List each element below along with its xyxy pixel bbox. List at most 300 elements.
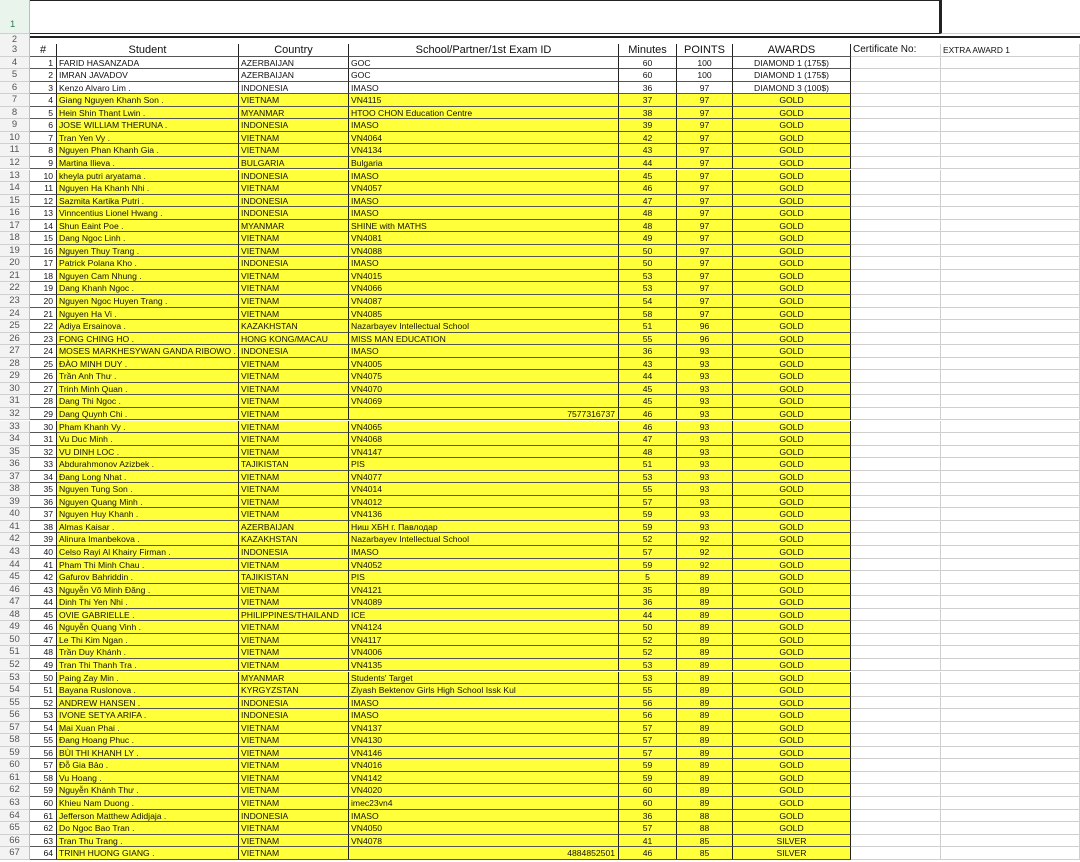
- cell-school[interactable]: [349, 132, 619, 145]
- cell-award[interactable]: GOLD: [733, 508, 851, 521]
- cell-country[interactable]: VIETNAM: [239, 822, 349, 835]
- cell-extra-award[interactable]: [941, 672, 1080, 685]
- cell-number[interactable]: 36: [30, 496, 57, 509]
- cell-certificate[interactable]: [851, 295, 941, 308]
- cell-number[interactable]: 58: [30, 772, 57, 785]
- cell-number[interactable]: 56: [30, 747, 57, 760]
- cell-country[interactable]: INDONESIA: [239, 195, 349, 208]
- row-header[interactable]: 63: [0, 797, 30, 810]
- row-header[interactable]: 58: [0, 734, 30, 747]
- cell-award[interactable]: DIAMOND 1 (175$): [733, 57, 851, 70]
- cell-student[interactable]: Vu Duc Minh .: [57, 433, 239, 446]
- cell-points[interactable]: 93: [677, 483, 733, 496]
- cell-school[interactable]: [349, 421, 619, 434]
- cell-minutes[interactable]: 42: [619, 132, 677, 145]
- cell-student[interactable]: Do Ngoc Bao Tran .: [57, 822, 239, 835]
- cell-country[interactable]: PHILIPPINES/THAILAND: [239, 609, 349, 622]
- cell-student[interactable]: Vinncentius Lionel Hwang .: [57, 207, 239, 220]
- cell-certificate[interactable]: [851, 747, 941, 760]
- cell-award[interactable]: GOLD: [733, 270, 851, 283]
- cell-country[interactable]: VIETNAM: [239, 508, 349, 521]
- cell-number[interactable]: 17: [30, 257, 57, 270]
- cell-extra-award[interactable]: [941, 270, 1080, 283]
- row-header-1[interactable]: 1: [0, 0, 30, 34]
- cell-points[interactable]: 97: [677, 220, 733, 233]
- cell-student[interactable]: Bayana Ruslonova .: [57, 684, 239, 697]
- cell-student[interactable]: Nguyen Huy Khanh .: [57, 508, 239, 521]
- cell-points[interactable]: 96: [677, 320, 733, 333]
- cell-award[interactable]: GOLD: [733, 759, 851, 772]
- row-header[interactable]: 47: [0, 596, 30, 609]
- cell-certificate[interactable]: [851, 709, 941, 722]
- cell-school[interactable]: [349, 157, 619, 170]
- cell-extra-award[interactable]: [941, 408, 1080, 421]
- cell-school[interactable]: [349, 810, 619, 823]
- cell-extra-award[interactable]: [941, 245, 1080, 258]
- cell-student[interactable]: Celso Rayi Al Khairy Firman .: [57, 546, 239, 559]
- cell-minutes[interactable]: 55: [619, 684, 677, 697]
- cell-extra-award[interactable]: [941, 157, 1080, 170]
- row-header[interactable]: 49: [0, 621, 30, 634]
- cell-country[interactable]: VIETNAM: [239, 94, 349, 107]
- row-header[interactable]: 16: [0, 207, 30, 220]
- cell-certificate[interactable]: [851, 784, 941, 797]
- cell-certificate[interactable]: [851, 559, 941, 572]
- cell-certificate[interactable]: [851, 107, 941, 120]
- cell-student[interactable]: Nguyễn Võ Minh Đăng .: [57, 584, 239, 597]
- cell-certificate[interactable]: [851, 94, 941, 107]
- cell-student[interactable]: VU DINH LOC .: [57, 446, 239, 459]
- cell-country[interactable]: INDONESIA: [239, 257, 349, 270]
- cell-award[interactable]: GOLD: [733, 722, 851, 735]
- cell-school[interactable]: [349, 270, 619, 283]
- cell-minutes[interactable]: 49: [619, 232, 677, 245]
- cell-minutes[interactable]: 59: [619, 772, 677, 785]
- cell-country[interactable]: TAJIKISTAN: [239, 571, 349, 584]
- cell-points[interactable]: 89: [677, 722, 733, 735]
- cell-award[interactable]: GOLD: [733, 747, 851, 760]
- cell-minutes[interactable]: 59: [619, 559, 677, 572]
- cell-minutes[interactable]: 52: [619, 533, 677, 546]
- cell-country[interactable]: KYRGYZSTAN: [239, 684, 349, 697]
- cell-student[interactable]: kheyla putri aryatama .: [57, 170, 239, 183]
- cell-country[interactable]: AZERBAIJAN: [239, 69, 349, 82]
- cell-number[interactable]: 31: [30, 433, 57, 446]
- cell-student[interactable]: TRINH HUONG GIANG .: [57, 847, 239, 860]
- cell-number[interactable]: 51: [30, 684, 57, 697]
- cell-points[interactable]: 89: [677, 571, 733, 584]
- col-num-header[interactable]: #: [30, 44, 57, 57]
- cell-minutes[interactable]: 36: [619, 82, 677, 95]
- cell-country[interactable]: INDONESIA: [239, 170, 349, 183]
- cell-number[interactable]: 61: [30, 810, 57, 823]
- cell-student[interactable]: Tran Yen Vy .: [57, 132, 239, 145]
- cell-number[interactable]: 34: [30, 471, 57, 484]
- row-header[interactable]: 26: [0, 333, 30, 346]
- cell-extra-award[interactable]: [941, 232, 1080, 245]
- cell-award[interactable]: GOLD: [733, 471, 851, 484]
- cell-student[interactable]: Nguyen Ha Khanh Nhi .: [57, 182, 239, 195]
- cell-country[interactable]: VIETNAM: [239, 433, 349, 446]
- cell-country[interactable]: VIETNAM: [239, 395, 349, 408]
- cell-extra-award[interactable]: [941, 772, 1080, 785]
- cell-student[interactable]: Dinh Thi Yen Nhi .: [57, 596, 239, 609]
- cell-award[interactable]: GOLD: [733, 94, 851, 107]
- cell-number[interactable]: 59: [30, 784, 57, 797]
- row-header[interactable]: 66: [0, 835, 30, 848]
- cell-school[interactable]: [349, 521, 619, 534]
- cell-points[interactable]: 92: [677, 559, 733, 572]
- cell-country[interactable]: VIETNAM: [239, 772, 349, 785]
- cell-minutes[interactable]: 53: [619, 672, 677, 685]
- cell-award[interactable]: GOLD: [733, 232, 851, 245]
- cell-student[interactable]: Đỗ Gia Bảo .: [57, 759, 239, 772]
- cell-student[interactable]: Nguyễn Khánh Thư .: [57, 784, 239, 797]
- cell-certificate[interactable]: [851, 395, 941, 408]
- cell-student[interactable]: Pham Thi Minh Chau .: [57, 559, 239, 572]
- cell-points[interactable]: 89: [677, 609, 733, 622]
- row-header[interactable]: 45: [0, 571, 30, 584]
- cell-number[interactable]: 39: [30, 533, 57, 546]
- cell-minutes[interactable]: 44: [619, 157, 677, 170]
- cell-points[interactable]: 93: [677, 508, 733, 521]
- cell-student[interactable]: Nguyễn Quang Vinh .: [57, 621, 239, 634]
- cell-certificate[interactable]: [851, 672, 941, 685]
- cell-points[interactable]: 97: [677, 82, 733, 95]
- row-header[interactable]: 54: [0, 684, 30, 697]
- cell-award[interactable]: GOLD: [733, 119, 851, 132]
- cell-school[interactable]: [349, 784, 619, 797]
- cell-minutes[interactable]: 53: [619, 659, 677, 672]
- cell-points[interactable]: 89: [677, 596, 733, 609]
- cell-extra-award[interactable]: [941, 257, 1080, 270]
- cell-number[interactable]: 38: [30, 521, 57, 534]
- cell-number[interactable]: 13: [30, 207, 57, 220]
- cell-award[interactable]: GOLD: [733, 282, 851, 295]
- cell-number[interactable]: 26: [30, 370, 57, 383]
- cell-country[interactable]: INDONESIA: [239, 207, 349, 220]
- cell-student[interactable]: Dang Khanh Ngoc .: [57, 282, 239, 295]
- cell-student[interactable]: Hein Shin Thant Lwin .: [57, 107, 239, 120]
- cell-student[interactable]: ĐÀO MINH DUY .: [57, 358, 239, 371]
- cell-extra-award[interactable]: [941, 295, 1080, 308]
- row-header[interactable]: 27: [0, 345, 30, 358]
- cell-extra-award[interactable]: [941, 571, 1080, 584]
- cell-school[interactable]: [349, 471, 619, 484]
- cell-award[interactable]: GOLD: [733, 483, 851, 496]
- cell-country[interactable]: INDONESIA: [239, 119, 349, 132]
- cell-school[interactable]: [349, 433, 619, 446]
- cell-student[interactable]: FONG CHING HO .: [57, 333, 239, 346]
- cell-extra-award[interactable]: [941, 433, 1080, 446]
- cell-certificate[interactable]: [851, 433, 941, 446]
- cell-minutes[interactable]: 43: [619, 358, 677, 371]
- cell-extra-award[interactable]: [941, 496, 1080, 509]
- cell-number[interactable]: 42: [30, 571, 57, 584]
- cell-certificate[interactable]: [851, 646, 941, 659]
- cell-number[interactable]: 33: [30, 458, 57, 471]
- cell-certificate[interactable]: [851, 69, 941, 82]
- cell-certificate[interactable]: [851, 345, 941, 358]
- row-header[interactable]: 51: [0, 646, 30, 659]
- cell-minutes[interactable]: 57: [619, 747, 677, 760]
- row-header[interactable]: 34: [0, 433, 30, 446]
- cell-award[interactable]: GOLD: [733, 220, 851, 233]
- row-header[interactable]: 21: [0, 270, 30, 283]
- cell-student[interactable]: Martina Ilieva .: [57, 157, 239, 170]
- cell-country[interactable]: VIETNAM: [239, 584, 349, 597]
- cell-minutes[interactable]: 60: [619, 797, 677, 810]
- cell-school[interactable]: [349, 646, 619, 659]
- cell-certificate[interactable]: [851, 421, 941, 434]
- cell-extra-award[interactable]: [941, 709, 1080, 722]
- cell-country[interactable]: MYANMAR: [239, 672, 349, 685]
- cell-student[interactable]: OVIE GABRIELLE .: [57, 609, 239, 622]
- cell-points[interactable]: 89: [677, 759, 733, 772]
- row-header[interactable]: 32: [0, 408, 30, 421]
- cell-number[interactable]: 47: [30, 634, 57, 647]
- cell-student[interactable]: Nguyen Ha Vi .: [57, 308, 239, 321]
- cell-country[interactable]: VIETNAM: [239, 144, 349, 157]
- cell-award[interactable]: GOLD: [733, 358, 851, 371]
- cell-extra-award[interactable]: [941, 835, 1080, 848]
- cell-school[interactable]: [349, 446, 619, 459]
- cell-school[interactable]: [349, 759, 619, 772]
- cell-student[interactable]: Nguyen Thuy Trang .: [57, 245, 239, 258]
- row-header[interactable]: 36: [0, 458, 30, 471]
- cell-number[interactable]: 37: [30, 508, 57, 521]
- cell-student[interactable]: Abdurahmonov Azizbek .: [57, 458, 239, 471]
- cell-school[interactable]: [349, 734, 619, 747]
- cell-certificate[interactable]: [851, 308, 941, 321]
- cell-country[interactable]: VIETNAM: [239, 496, 349, 509]
- cell-school[interactable]: [349, 282, 619, 295]
- cell-points[interactable]: 93: [677, 458, 733, 471]
- cell-award[interactable]: GOLD: [733, 784, 851, 797]
- cell-points[interactable]: 97: [677, 270, 733, 283]
- empty-cell[interactable]: [940, 0, 1080, 34]
- cell-certificate[interactable]: [851, 571, 941, 584]
- cell-school[interactable]: [349, 257, 619, 270]
- cell-student[interactable]: Trần Duy Khánh .: [57, 646, 239, 659]
- cell-certificate[interactable]: [851, 458, 941, 471]
- cell-number[interactable]: 11: [30, 182, 57, 195]
- cell-points[interactable]: 93: [677, 383, 733, 396]
- cell-award[interactable]: GOLD: [733, 107, 851, 120]
- cell-school[interactable]: [349, 170, 619, 183]
- cell-country[interactable]: VIETNAM: [239, 408, 349, 421]
- col-country-header[interactable]: Country: [239, 44, 349, 57]
- cell-student[interactable]: MOSES MARKHESYWAN GANDA RIBOWO .: [57, 345, 239, 358]
- cell-award[interactable]: GOLD: [733, 257, 851, 270]
- cell-points[interactable]: 93: [677, 358, 733, 371]
- cell-extra-award[interactable]: [941, 107, 1080, 120]
- cell-award[interactable]: GOLD: [733, 634, 851, 647]
- row-header[interactable]: 24: [0, 308, 30, 321]
- row-header[interactable]: 38: [0, 483, 30, 496]
- cell-minutes[interactable]: 53: [619, 282, 677, 295]
- cell-school[interactable]: [349, 119, 619, 132]
- cell-points[interactable]: 92: [677, 546, 733, 559]
- cell-student[interactable]: Paing Zay Min .: [57, 672, 239, 685]
- cell-certificate[interactable]: [851, 722, 941, 735]
- cell-award[interactable]: DIAMOND 1 (175$): [733, 69, 851, 82]
- cell-school[interactable]: [349, 496, 619, 509]
- cell-extra-award[interactable]: [941, 759, 1080, 772]
- cell-country[interactable]: VIETNAM: [239, 747, 349, 760]
- cell-school[interactable]: [349, 709, 619, 722]
- cell-number[interactable]: 43: [30, 584, 57, 597]
- cell-minutes[interactable]: 56: [619, 709, 677, 722]
- cell-points[interactable]: 89: [677, 784, 733, 797]
- cell-award[interactable]: GOLD: [733, 195, 851, 208]
- cell-minutes[interactable]: 36: [619, 596, 677, 609]
- cell-minutes[interactable]: 50: [619, 257, 677, 270]
- cell-student[interactable]: Khieu Nam Duong .: [57, 797, 239, 810]
- cell-student[interactable]: Gafurov Bahriddin .: [57, 571, 239, 584]
- cell-number[interactable]: 49: [30, 659, 57, 672]
- cell-minutes[interactable]: 57: [619, 722, 677, 735]
- row-header[interactable]: 39: [0, 496, 30, 509]
- cell-country[interactable]: VIETNAM: [239, 270, 349, 283]
- cell-student[interactable]: Jefferson Matthew Adidjaja .: [57, 810, 239, 823]
- col-awards-header[interactable]: AWARDS: [733, 44, 851, 57]
- cell-student[interactable]: Alinura Imanbekova .: [57, 533, 239, 546]
- cell-number[interactable]: 9: [30, 157, 57, 170]
- cell-minutes[interactable]: 47: [619, 433, 677, 446]
- cell-award[interactable]: GOLD: [733, 772, 851, 785]
- cell-minutes[interactable]: 55: [619, 333, 677, 346]
- cell-award[interactable]: GOLD: [733, 571, 851, 584]
- cell-country[interactable]: VIETNAM: [239, 308, 349, 321]
- cell-school[interactable]: [349, 747, 619, 760]
- cell-minutes[interactable]: 57: [619, 822, 677, 835]
- cell-points[interactable]: 89: [677, 697, 733, 710]
- cell-country[interactable]: VIETNAM: [239, 835, 349, 848]
- cell-student[interactable]: Vu Hoang .: [57, 772, 239, 785]
- cell-school[interactable]: [349, 835, 619, 848]
- cell-points[interactable]: 100: [677, 69, 733, 82]
- cell-country[interactable]: AZERBAIJAN: [239, 521, 349, 534]
- row-header[interactable]: 22: [0, 282, 30, 295]
- cell-certificate[interactable]: [851, 383, 941, 396]
- cell-minutes[interactable]: 57: [619, 496, 677, 509]
- cell-number[interactable]: 25: [30, 358, 57, 371]
- cell-extra-award[interactable]: [941, 621, 1080, 634]
- cell-extra-award[interactable]: [941, 308, 1080, 321]
- cell-number[interactable]: 6: [30, 119, 57, 132]
- cell-number[interactable]: 23: [30, 333, 57, 346]
- cell-student[interactable]: Đang Hoang Phuc .: [57, 734, 239, 747]
- cell-number[interactable]: 21: [30, 308, 57, 321]
- cell-minutes[interactable]: 51: [619, 458, 677, 471]
- row-header[interactable]: 44: [0, 559, 30, 572]
- cell-student[interactable]: Le Thi Kim Ngan .: [57, 634, 239, 647]
- cell-extra-award[interactable]: [941, 822, 1080, 835]
- cell-school[interactable]: [349, 621, 619, 634]
- cell-award[interactable]: DIAMOND 3 (100$): [733, 82, 851, 95]
- cell-points[interactable]: 97: [677, 119, 733, 132]
- cell-extra-award[interactable]: [941, 94, 1080, 107]
- cell-certificate[interactable]: [851, 257, 941, 270]
- cell-minutes[interactable]: 50: [619, 621, 677, 634]
- cell-certificate[interactable]: [851, 358, 941, 371]
- cell-number[interactable]: 35: [30, 483, 57, 496]
- cell-certificate[interactable]: [851, 546, 941, 559]
- cell-country[interactable]: INDONESIA: [239, 697, 349, 710]
- cell-number[interactable]: 64: [30, 847, 57, 860]
- cell-points[interactable]: 89: [677, 684, 733, 697]
- cell-school[interactable]: [349, 232, 619, 245]
- cell-number[interactable]: 3: [30, 82, 57, 95]
- cell-certificate[interactable]: [851, 195, 941, 208]
- cell-certificate[interactable]: [851, 132, 941, 145]
- cell-minutes[interactable]: 38: [619, 107, 677, 120]
- cell-minutes[interactable]: 57: [619, 546, 677, 559]
- row-header[interactable]: 41: [0, 521, 30, 534]
- cell-certificate[interactable]: [851, 282, 941, 295]
- row-header[interactable]: 31: [0, 395, 30, 408]
- cell-number[interactable]: 63: [30, 835, 57, 848]
- cell-minutes[interactable]: 44: [619, 370, 677, 383]
- row-header[interactable]: 7: [0, 94, 30, 107]
- cell-extra-award[interactable]: [941, 395, 1080, 408]
- cell-country[interactable]: VIETNAM: [239, 383, 349, 396]
- cell-student[interactable]: Almas Kaisar .: [57, 521, 239, 534]
- cell-country[interactable]: VIETNAM: [239, 722, 349, 735]
- cell-number[interactable]: 4: [30, 94, 57, 107]
- cell-student[interactable]: JOSE WILLIAM THERUNA .: [57, 119, 239, 132]
- row-header[interactable]: 61: [0, 772, 30, 785]
- row-header[interactable]: 53: [0, 672, 30, 685]
- cell-extra-award[interactable]: [941, 810, 1080, 823]
- cell-extra-award[interactable]: [941, 82, 1080, 95]
- cell-student[interactable]: BÙI THI KHANH LY .: [57, 747, 239, 760]
- cell-certificate[interactable]: [851, 333, 941, 346]
- cell-minutes[interactable]: 48: [619, 446, 677, 459]
- row-header[interactable]: 18: [0, 232, 30, 245]
- cell-student[interactable]: ANDREW HANSEN .: [57, 697, 239, 710]
- cell-extra-award[interactable]: [941, 634, 1080, 647]
- cell-certificate[interactable]: [851, 684, 941, 697]
- cell-school[interactable]: [349, 458, 619, 471]
- cell-award[interactable]: GOLD: [733, 333, 851, 346]
- cell-points[interactable]: 85: [677, 835, 733, 848]
- cell-award[interactable]: GOLD: [733, 182, 851, 195]
- cell-country[interactable]: VIETNAM: [239, 295, 349, 308]
- cell-student[interactable]: Pham Khanh Vy .: [57, 421, 239, 434]
- cell-points[interactable]: 89: [677, 584, 733, 597]
- cell-school[interactable]: [349, 57, 619, 70]
- cell-country[interactable]: TAJIKISTAN: [239, 458, 349, 471]
- cell-certificate[interactable]: [851, 496, 941, 509]
- row-header[interactable]: 52: [0, 659, 30, 672]
- cell-certificate[interactable]: [851, 370, 941, 383]
- cell-student[interactable]: Dang Ngoc Linh .: [57, 232, 239, 245]
- cell-school[interactable]: [349, 546, 619, 559]
- cell-country[interactable]: MYANMAR: [239, 107, 349, 120]
- cell-minutes[interactable]: 48: [619, 220, 677, 233]
- cell-award[interactable]: GOLD: [733, 533, 851, 546]
- cell-number[interactable]: 28: [30, 395, 57, 408]
- cell-number[interactable]: 57: [30, 759, 57, 772]
- cell-number[interactable]: 60: [30, 797, 57, 810]
- row-header[interactable]: 19: [0, 245, 30, 258]
- cell-school[interactable]: [349, 245, 619, 258]
- cell-number[interactable]: 18: [30, 270, 57, 283]
- row-header[interactable]: 12: [0, 157, 30, 170]
- cell-award[interactable]: GOLD: [733, 370, 851, 383]
